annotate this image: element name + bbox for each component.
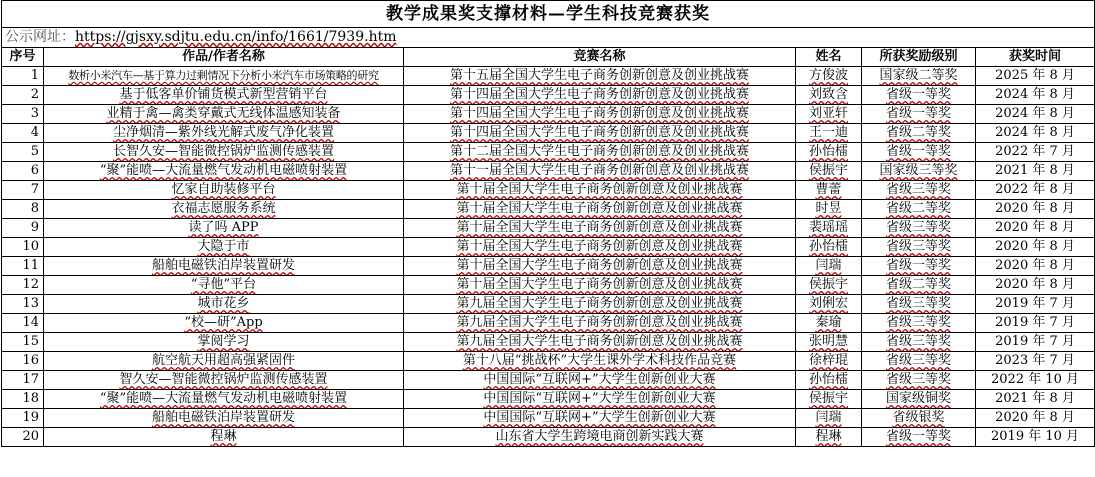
cell-name-text: 刘致含 (808, 87, 848, 102)
cell-date: 2021 年 8 月 (976, 162, 1095, 181)
cell-award (862, 124, 976, 143)
cell-award-text: 省级一等奖 (885, 429, 951, 444)
cell-name (796, 238, 862, 257)
cell-index: 12 (2, 276, 44, 295)
cell-award (862, 371, 976, 390)
cell-contest-text: 第十届全国大学生电子商务创新创意及创业挑战赛 (456, 182, 743, 197)
cell-name (796, 124, 862, 143)
cell-contest (404, 333, 796, 352)
cell-name (796, 181, 862, 200)
table-row (2, 219, 1095, 238)
table-row (2, 276, 1095, 295)
award-table (1, 0, 1095, 447)
cell-work (44, 200, 404, 219)
cell-name-text: 侯振宇 (808, 277, 848, 292)
cell-date: 2020 年 8 月 (976, 238, 1095, 257)
cell-name-text: 秦瑜 (815, 315, 842, 330)
cell-index: 5 (2, 143, 44, 162)
cell-contest-text: 第十届全国大学生电子商务创新创意及创业挑战赛 (456, 239, 743, 254)
cell-work (44, 257, 404, 276)
cell-contest-text: 第九届全国大学生电子商务创新创意及创业挑战赛 (456, 296, 743, 311)
cell-work (44, 181, 404, 200)
cell-contest (404, 162, 796, 181)
cell-name-text: 侯振宇 (808, 163, 848, 178)
cell-award-text: 省级一等奖 (885, 144, 951, 159)
cell-date: 2022 年 7 月 (976, 143, 1095, 162)
cell-work-text: 数析小米汽车—基于算力过剩情况下分析小米汽车市场策略的研究 (68, 69, 379, 82)
cell-award-text: 省级二等奖 (885, 201, 951, 216)
cell-contest (404, 257, 796, 276)
cell-name (796, 143, 862, 162)
cell-award (862, 257, 976, 276)
cell-work-text: 尘净烟清—紫外线光解式废气净化装置 (112, 125, 334, 140)
cell-contest (404, 409, 796, 428)
cell-name (796, 333, 862, 352)
table-row (2, 314, 1095, 333)
cell-work (44, 409, 404, 428)
cell-index: 7 (2, 181, 44, 200)
cell-work (44, 428, 404, 447)
cell-name (796, 162, 862, 181)
cell-contest (404, 314, 796, 333)
cell-award (862, 143, 976, 162)
cell-date: 2019 年 7 月 (976, 333, 1095, 352)
cell-contest-text: 中国国际“互联网+”大学生创新创业大赛 (483, 410, 716, 425)
cell-award-text: 省级二等奖 (885, 277, 951, 292)
cell-work (44, 390, 404, 409)
cell-name (796, 67, 862, 86)
table-row (2, 333, 1095, 352)
cell-award-text: 省级二等奖 (885, 125, 951, 140)
cell-index: 16 (2, 352, 44, 371)
cell-work-text: 掌阅学习 (197, 334, 250, 349)
cell-award (862, 219, 976, 238)
cell-contest (404, 219, 796, 238)
cell-name-text: 王一迪 (808, 125, 848, 140)
cell-work (44, 219, 404, 238)
cell-contest-text: 中国国际“互联网+”大学生创新创业大赛 (483, 391, 716, 406)
cell-work (44, 105, 404, 124)
cell-work-text: 城市花乡 (197, 296, 250, 311)
cell-date: 2020 年 8 月 (976, 200, 1095, 219)
cell-name (796, 295, 862, 314)
cell-work-text: “寻他”平台 (190, 277, 257, 292)
cell-date: 2020 年 8 月 (976, 257, 1095, 276)
cell-award (862, 276, 976, 295)
table-row (2, 295, 1095, 314)
cell-contest-text: 山东省大学生跨境电商创新实践大赛 (495, 429, 704, 444)
table-row (2, 67, 1095, 86)
cell-contest (404, 105, 796, 124)
cell-date: 2020 年 8 月 (976, 409, 1095, 428)
cell-work (44, 67, 404, 86)
cell-work-text: “校—研”App (184, 315, 263, 330)
table-row (2, 86, 1095, 105)
cell-award (862, 162, 976, 181)
cell-name-text: 时昱 (815, 201, 842, 216)
cell-index: 3 (2, 105, 44, 124)
cell-name (796, 276, 862, 295)
header-contest: 竞赛名称 (404, 48, 796, 67)
cell-name-text: 方俊波 (808, 68, 848, 83)
cell-award (862, 333, 976, 352)
cell-contest-text: 第十四届全国大学生电子商务创新创意及创业挑战赛 (449, 106, 749, 121)
cell-contest (404, 295, 796, 314)
cell-work (44, 124, 404, 143)
cell-contest (404, 371, 796, 390)
cell-date: 2019 年 10 月 (976, 428, 1095, 447)
cell-award (862, 200, 976, 219)
cell-name-text: 孙怡檑 (808, 372, 848, 387)
cell-contest-text: 第十四届全国大学生电子商务创新创意及创业挑战赛 (449, 87, 749, 102)
table-row (2, 124, 1095, 143)
cell-contest (404, 352, 796, 371)
cell-work (44, 238, 404, 257)
cell-work (44, 371, 404, 390)
cell-index: 11 (2, 257, 44, 276)
cell-award (862, 352, 976, 371)
cell-award (862, 314, 976, 333)
cell-index: 18 (2, 390, 44, 409)
cell-date: 2022 年 8 月 (976, 181, 1095, 200)
cell-award (862, 105, 976, 124)
cell-contest-text: 第十届全国大学生电子商务创新创意及创业挑战赛 (456, 277, 743, 292)
cell-index: 2 (2, 86, 44, 105)
cell-work (44, 162, 404, 181)
cell-contest (404, 86, 796, 105)
cell-contest (404, 276, 796, 295)
cell-name (796, 257, 862, 276)
cell-name-text: 裴瑶瑶 (808, 220, 848, 235)
cell-name-text: 闫瑞 (815, 410, 842, 425)
cell-index: 8 (2, 200, 44, 219)
cell-work (44, 143, 404, 162)
table-header-row (2, 48, 1095, 67)
cell-name (796, 314, 862, 333)
cell-work-text: “聚”能喷—大流量燃气发动机电磁喷射装置 (99, 163, 348, 178)
cell-name-text: 孙怡檑 (808, 144, 848, 159)
cell-date: 2019 年 7 月 (976, 314, 1095, 333)
cell-award-text: 省级一等奖 (885, 106, 951, 121)
cell-date: 2025 年 8 月 (976, 67, 1095, 86)
cell-work (44, 86, 404, 105)
cell-name-text: 程琳 (815, 429, 842, 444)
cell-award (862, 181, 976, 200)
table-row (2, 409, 1095, 428)
cell-work-text: 衣福志愿服务系统 (171, 201, 276, 216)
cell-contest-text: 中国国际“互联网+”大学生创新创业大赛 (483, 372, 716, 387)
cell-name-text: 徐梓琨 (808, 353, 848, 368)
cell-index: 10 (2, 238, 44, 257)
cell-date: 2023 年 7 月 (976, 352, 1095, 371)
table-row (2, 257, 1095, 276)
cell-contest-text: 第九届全国大学生电子商务创新创意及创业挑战赛 (456, 334, 743, 349)
cell-index: 17 (2, 371, 44, 390)
cell-work-text: 大隐于市 (197, 239, 250, 254)
header-name: 姓名 (796, 48, 862, 67)
cell-name (796, 105, 862, 124)
cell-date: 2019 年 7 月 (976, 295, 1095, 314)
table-row (2, 143, 1095, 162)
cell-award-text: 国家级铜奖 (885, 391, 951, 406)
cell-award (862, 409, 976, 428)
cell-contest (404, 200, 796, 219)
cell-date: 2024 年 8 月 (976, 86, 1095, 105)
cell-work-text: 船舶电磁铁泊岸装置研发 (151, 258, 295, 273)
table-row (2, 105, 1095, 124)
cell-name-text: 闫瑞 (815, 258, 842, 273)
cell-index: 4 (2, 124, 44, 143)
cell-work-text: 读了吗 APP (188, 220, 259, 235)
cell-contest (404, 143, 796, 162)
cell-award-text: 省级三等奖 (885, 372, 951, 387)
cell-name-text: 张明慧 (808, 334, 848, 349)
cell-contest-text: 第九届全国大学生电子商务创新创意及创业挑战赛 (456, 315, 743, 330)
cell-work (44, 333, 404, 352)
cell-contest (404, 67, 796, 86)
cell-award (862, 67, 976, 86)
cell-date: 2024 年 8 月 (976, 124, 1095, 143)
url-label: 公示网址： (5, 29, 75, 45)
cell-date: 2020 年 8 月 (976, 276, 1095, 295)
cell-work (44, 352, 404, 371)
cell-name (796, 86, 862, 105)
cell-work-text: “聚”能喷—大流量燃气发动机电磁喷射装置 (99, 391, 348, 406)
table-row (2, 238, 1095, 257)
cell-date: 2022 年 10 月 (976, 371, 1095, 390)
cell-name-text: 曹蕾 (815, 182, 842, 197)
cell-name (796, 371, 862, 390)
cell-award-text: 省级银奖 (892, 410, 945, 425)
cell-work-text: 业精于禽—禽类穿戴式无线体温感知装备 (106, 106, 341, 121)
cell-award-text: 国家级三等奖 (879, 163, 958, 178)
cell-work-text: 船舶电磁铁泊岸装置研发 (151, 410, 295, 425)
cell-contest (404, 124, 796, 143)
cell-date: 2024 年 8 月 (976, 105, 1095, 124)
cell-contest (404, 181, 796, 200)
cell-contest (404, 238, 796, 257)
table-row (2, 428, 1095, 447)
cell-award-text: 国家级二等奖 (879, 68, 958, 83)
cell-index: 19 (2, 409, 44, 428)
cell-award-text: 省级三等奖 (885, 296, 951, 311)
cell-award-text: 省级三等奖 (885, 220, 951, 235)
cell-index: 13 (2, 295, 44, 314)
cell-award-text: 省级一等奖 (885, 258, 951, 273)
url-link[interactable]: https://gjsxy.sdjtu.edu.cn/info/1661/7939.htm (75, 29, 397, 45)
cell-index: 20 (2, 428, 44, 447)
cell-index: 9 (2, 219, 44, 238)
table-row (2, 200, 1095, 219)
cell-award (862, 390, 976, 409)
cell-award (862, 295, 976, 314)
cell-award-text: 省级一等奖 (885, 87, 951, 102)
table-row (2, 352, 1095, 371)
cell-name (796, 200, 862, 219)
cell-index: 6 (2, 162, 44, 181)
cell-index: 1 (2, 67, 44, 86)
cell-award-text: 省级三等奖 (885, 334, 951, 349)
cell-name (796, 428, 862, 447)
cell-work (44, 295, 404, 314)
cell-award (862, 86, 976, 105)
cell-contest-text: 第十一届全国大学生电子商务创新创意及创业挑战赛 (449, 163, 749, 178)
cell-contest-text: 第十四届全国大学生电子商务创新创意及创业挑战赛 (449, 125, 749, 140)
cell-contest-text: 第十届全国大学生电子商务创新创意及创业挑战赛 (456, 258, 743, 273)
cell-work (44, 314, 404, 333)
cell-award (862, 428, 976, 447)
url-cell (2, 28, 1095, 48)
cell-name-text: 刘俐宏 (808, 296, 848, 311)
cell-name (796, 409, 862, 428)
cell-date: 2020 年 8 月 (976, 219, 1095, 238)
cell-contest-text: 第十八届“挑战杯”大学生课外学术科技作品竞赛 (462, 353, 737, 368)
cell-date: 2021 年 8 月 (976, 390, 1095, 409)
cell-contest (404, 390, 796, 409)
cell-work-text: 长智久安—智能微控锅炉监测传感装置 (112, 144, 334, 159)
cell-work (44, 276, 404, 295)
cell-contest-text: 第十届全国大学生电子商务创新创意及创业挑战赛 (456, 220, 743, 235)
cell-work-text: 航空航天用超高强紧固件 (151, 353, 295, 368)
cell-award-text: 省级三等奖 (885, 315, 951, 330)
cell-work-text: 忆家自助装修平台 (171, 182, 276, 197)
header-award: 所获奖励级别 (862, 48, 976, 67)
cell-work-text: 程琳 (210, 429, 237, 444)
cell-award-text: 省级三等奖 (885, 239, 951, 254)
cell-work-text: 智久安—智能微控锅炉监测传感装置 (119, 372, 328, 387)
cell-contest (404, 428, 796, 447)
cell-index: 15 (2, 333, 44, 352)
table-row (2, 181, 1095, 200)
cell-work-text: 基于低客单价铺货模式新型营销平台 (119, 87, 328, 102)
cell-contest-text: 第十五届全国大学生电子商务创新创意及创业挑战赛 (449, 68, 749, 83)
header-date: 获奖时间 (976, 48, 1095, 67)
cell-contest-text: 第十届全国大学生电子商务创新创意及创业挑战赛 (456, 201, 743, 216)
cell-index: 14 (2, 314, 44, 333)
cell-award-text: 省级三等奖 (885, 182, 951, 197)
cell-name-text: 侯振宇 (808, 391, 848, 406)
cell-name-text: 孙怡檑 (808, 239, 848, 254)
page-title: 教学成果奖支撑材料—学生科技竞赛获奖 (2, 1, 1095, 28)
table-row (2, 371, 1095, 390)
table-row (2, 162, 1095, 181)
cell-award (862, 238, 976, 257)
header-work: 作品/作者名称 (44, 48, 404, 67)
table-row (2, 390, 1095, 409)
cell-name (796, 352, 862, 371)
cell-contest-text: 第十二届全国大学生电子商务创新创意及创业挑战赛 (449, 144, 749, 159)
cell-name (796, 219, 862, 238)
cell-name-text: 刘亚轩 (808, 106, 848, 121)
header-index: 序号 (2, 48, 44, 67)
cell-name (796, 390, 862, 409)
cell-award-text: 省级三等奖 (885, 353, 951, 368)
